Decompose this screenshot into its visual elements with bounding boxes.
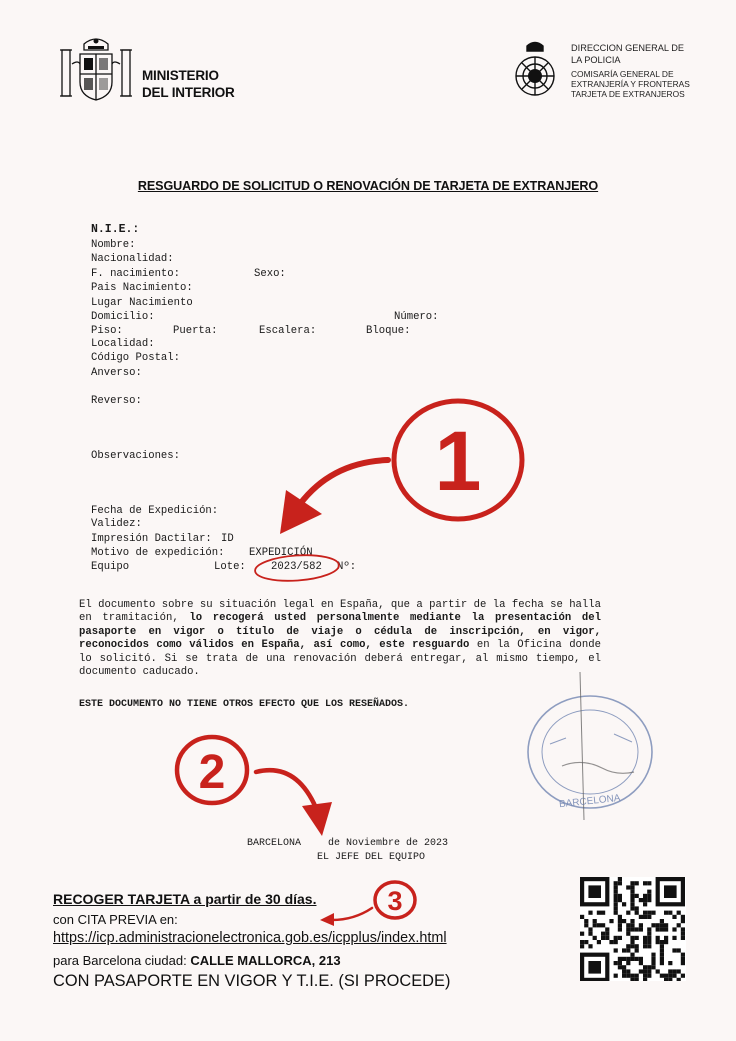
police-emblem-icon bbox=[510, 40, 560, 100]
lote-highlight-circle bbox=[250, 550, 346, 586]
signature-role: EL JEFE DEL EQUIPO bbox=[317, 852, 426, 863]
annotation-arrow-3 bbox=[318, 904, 376, 928]
document-title: RESGUARDO DE SOLICITUD O RENOVACIÓN DE TARJETA DE EXTRANJERO bbox=[137, 179, 599, 193]
paragraph-part-1: El documento sobre su situación legal en España, que a partir de la fecha se halla en tramitación, bbox=[79, 599, 601, 625]
annotation-marker-2 bbox=[172, 733, 252, 807]
field-impresion-value: ID bbox=[221, 533, 234, 545]
field-motivo: Motivo de expedición: bbox=[91, 547, 225, 559]
footer-appointment-text: con CITA PREVIA en: bbox=[53, 912, 178, 927]
qr-code-icon bbox=[580, 877, 686, 981]
field-escalera: Escalera: bbox=[259, 325, 317, 337]
spain-coat-of-arms-icon bbox=[58, 36, 134, 106]
police-line-2: LA POLICIA bbox=[571, 54, 621, 65]
field-piso: Piso: bbox=[91, 325, 123, 337]
field-equipo: Equipo bbox=[91, 561, 130, 573]
annotation-marker-1 bbox=[388, 398, 528, 522]
field-impresion-dactilar: Impresión Dactilar: bbox=[91, 533, 212, 545]
paragraph-part-2: en la Oficina donde lo solicitó. Si se trata de una renovación deberá entregar, al mismo tiempo, el documento caducado. bbox=[79, 639, 601, 679]
field-lugar-nacimiento: Lugar Nacimiento bbox=[91, 297, 193, 309]
field-domicilio: Domicilio: bbox=[91, 311, 155, 323]
marker-3-label: 3 bbox=[387, 886, 403, 916]
marker-1-label: 1 bbox=[434, 414, 482, 508]
annotation-arrow-2 bbox=[252, 762, 342, 840]
field-fecha-nacimiento: F. nacimiento: bbox=[91, 268, 181, 280]
field-localidad: Localidad: bbox=[91, 338, 155, 350]
signature-date: de Noviembre de 2023 bbox=[328, 838, 449, 849]
police-line-4: EXTRANJERÍA Y FRONTERAS bbox=[571, 79, 690, 89]
police-department bbox=[571, 43, 690, 99]
official-stamp bbox=[522, 672, 662, 822]
field-pais-nacimiento: Pais Nacimiento: bbox=[91, 282, 193, 294]
field-puerta: Puerta: bbox=[173, 325, 218, 337]
legal-paragraph bbox=[79, 599, 601, 679]
footer-pickup-notice: RECOGER TARJETA a partir de 30 días. bbox=[53, 891, 317, 907]
footer-address-prefix: para Barcelona ciudad: bbox=[53, 953, 191, 968]
ministry-line-1: MINISTERIO bbox=[142, 68, 219, 83]
field-lote-value: 2023/582 bbox=[271, 561, 322, 573]
police-line-3: COMISARÍA GENERAL DE bbox=[571, 69, 674, 79]
field-sexo: Sexo: bbox=[254, 268, 286, 280]
notice-text: ESTE DOCUMENTO NO TIENE OTROS EFECTO QUE LOS RESEÑADOS. bbox=[79, 699, 410, 710]
field-motivo-value: EXPEDICIÓN bbox=[249, 547, 313, 559]
field-n: Nº: bbox=[337, 561, 357, 573]
annotation-arrow-1 bbox=[272, 448, 396, 540]
field-nacionalidad: Nacionalidad: bbox=[91, 253, 174, 265]
paragraph-bold-part: lo recogerá usted personalmente mediante la presentación del pasaporte en vigor o título de viaje o cédula de inscripción, en vigor, reconocidos como válidos en España, así como, este resguardo bbox=[79, 612, 602, 652]
footer-address bbox=[53, 953, 341, 968]
field-observaciones: Observaciones: bbox=[91, 450, 181, 462]
ministry-name bbox=[142, 67, 235, 101]
field-fecha-expedicion: Fecha de Expedición: bbox=[91, 505, 219, 517]
annotation-marker-3 bbox=[371, 878, 419, 922]
field-lote: Lote: bbox=[214, 561, 246, 573]
field-nie: N.I.E.: bbox=[91, 223, 140, 236]
police-line-1: DIRECCION GENERAL DE bbox=[571, 43, 684, 53]
ministry-line-2: DEL INTERIOR bbox=[142, 85, 235, 100]
field-bloque: Bloque: bbox=[366, 325, 411, 337]
field-reverso: Reverso: bbox=[91, 395, 142, 407]
signature-city: BARCELONA bbox=[247, 838, 302, 849]
footer-address-street: CALLE MALLORCA, 213 bbox=[190, 953, 341, 968]
marker-2-label: 2 bbox=[198, 746, 226, 799]
field-numero: Número: bbox=[394, 311, 439, 323]
police-line-5: TARJETA DE EXTRANJEROS bbox=[571, 89, 685, 99]
field-validez: Validez: bbox=[91, 518, 142, 530]
field-codigo-postal: Código Postal: bbox=[91, 352, 181, 364]
footer-appointment-link[interactable]: https://icp.administracionelectronica.gob.es/icpplus/index.html bbox=[53, 930, 447, 946]
stamp-text: BARCELONA bbox=[558, 792, 621, 811]
footer-passport-notice: CON PASAPORTE EN VIGOR Y T.I.E. (SI PROCEDE) bbox=[53, 972, 451, 990]
field-nombre: Nombre: bbox=[91, 239, 136, 251]
field-anverso: Anverso: bbox=[91, 367, 142, 379]
